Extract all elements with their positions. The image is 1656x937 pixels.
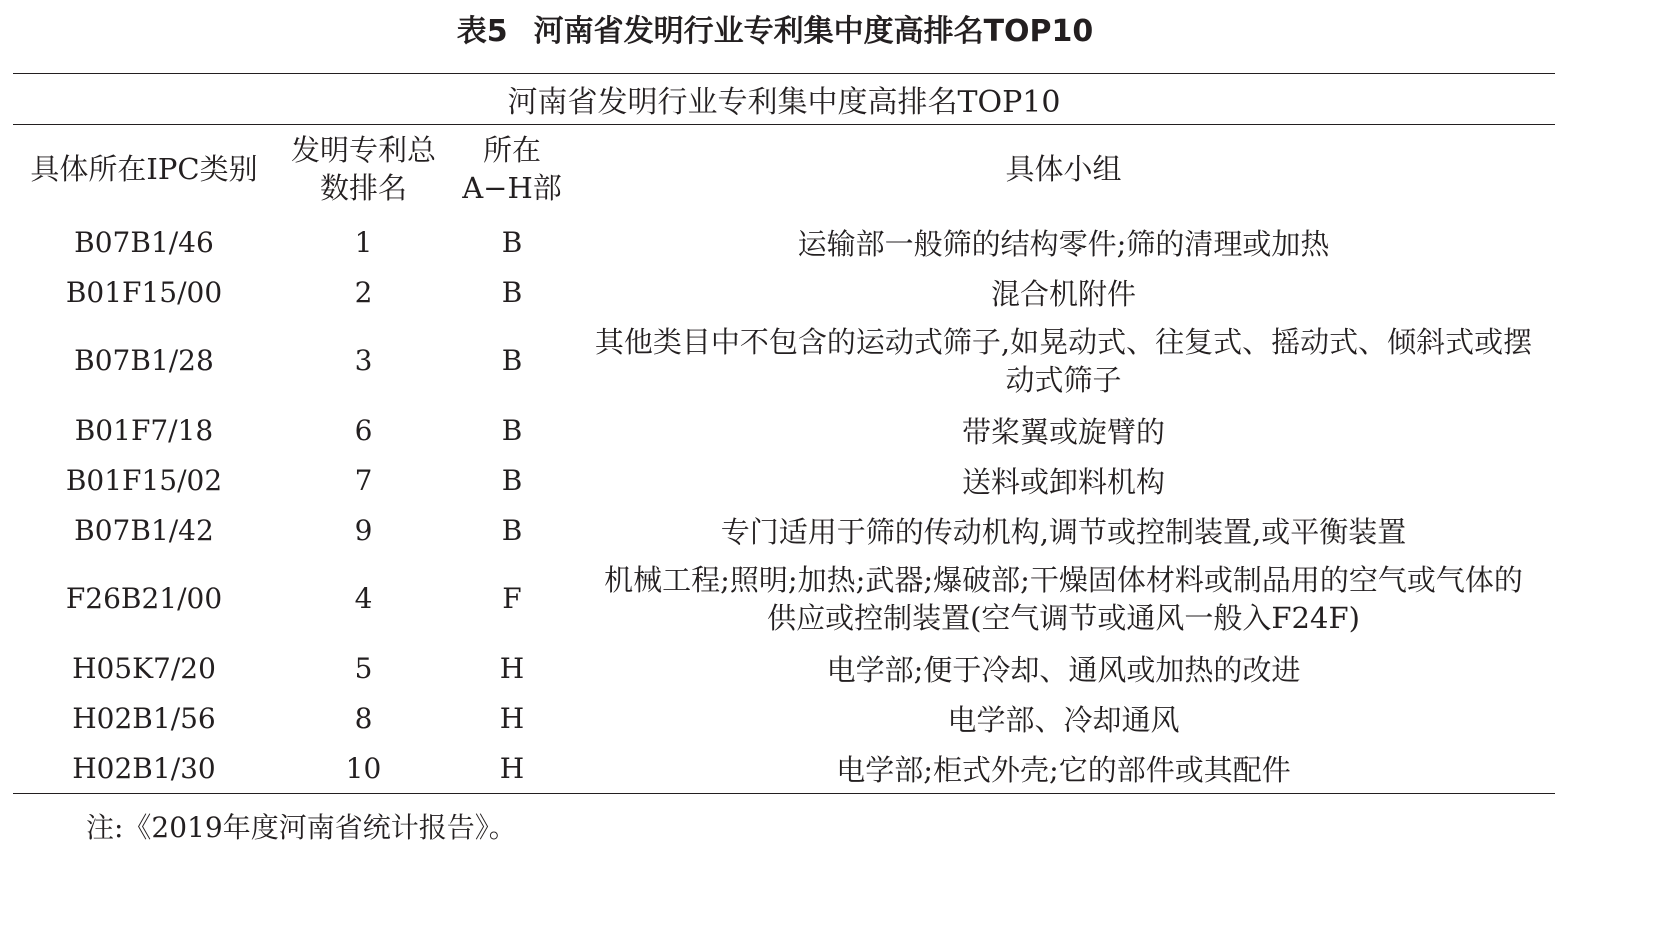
cell-ipc: H02B1/30 xyxy=(13,743,275,794)
cell-group: 运输部一般筛的结构零件;筛的清理或加热 xyxy=(797,226,1330,261)
cell-section: B xyxy=(501,275,523,309)
table-subtitle: 河南省发明行业专利集中度高排名TOP10 xyxy=(13,74,1555,125)
header-rank xyxy=(275,125,452,218)
cell-ipc: H05K7/20 xyxy=(72,651,216,685)
cell-group: 送料或卸料机构 xyxy=(961,464,1165,499)
source-note: 注:《2019年度河南省统计报告》。 xyxy=(86,811,517,844)
cell-section: B xyxy=(501,413,523,447)
table-body xyxy=(13,217,1555,794)
cell-ipc: B07B1/42 xyxy=(74,513,214,547)
table-subtitle-row xyxy=(13,74,1555,125)
table-row xyxy=(13,217,1555,267)
cell-group: 电学部;便于冷却、通风或加热的改进 xyxy=(826,652,1301,687)
header-row xyxy=(13,125,1555,218)
table-number: 表5 xyxy=(456,14,508,49)
cell-section: H xyxy=(499,651,525,685)
header-rank-line2: 数排名 xyxy=(319,171,407,205)
cell-rank: 2 xyxy=(354,275,373,309)
table-row xyxy=(13,405,1555,455)
table-row xyxy=(13,317,1555,405)
cell-group: 带桨翼或旋臂的 xyxy=(961,414,1165,449)
cell-ipc: B01F7/18 xyxy=(74,413,214,447)
cell-ipc: F26B21/00 xyxy=(65,582,223,615)
cell-section: H xyxy=(499,701,525,735)
header-group xyxy=(572,125,1555,218)
cell-ipc: B01F15/00 xyxy=(65,275,223,309)
header-section xyxy=(452,125,572,218)
cell-group: 混合机附件 xyxy=(990,276,1136,311)
cell-rank: 4 xyxy=(354,582,373,615)
cell-rank: 7 xyxy=(354,463,373,497)
patent-ranking-table xyxy=(13,73,1555,794)
table-row xyxy=(13,693,1555,743)
header-section-line2: A−H部 xyxy=(462,171,562,205)
table-row xyxy=(13,505,1555,555)
cell-rank: 10 xyxy=(275,743,452,794)
table-row xyxy=(13,643,1555,693)
cell-group: 机械工程;照明;加热;武器;爆破部;干燥固体材料或制品用的空气或气体的供应或控制装置(空气调节或通风一般入F24F) xyxy=(604,563,1523,635)
cell-group: 其他类目中不包含的运动式筛子,如晃动式、往复式、摇动式、倾斜式或摆动式筛子 xyxy=(594,325,1533,397)
patent-table-container xyxy=(13,73,1555,794)
cell-section: B xyxy=(501,225,523,259)
cell-rank: 3 xyxy=(354,344,373,377)
cell-rank: 5 xyxy=(354,651,373,685)
header-ipc xyxy=(13,125,275,218)
cell-section: H xyxy=(452,743,572,794)
cell-rank: 6 xyxy=(354,413,373,447)
cell-group: 电学部、冷却通风 xyxy=(947,702,1180,737)
cell-ipc: B07B1/28 xyxy=(74,344,214,377)
cell-section: F xyxy=(502,582,522,615)
cell-rank: 1 xyxy=(354,225,373,259)
header-rank-line1: 发明专利总 xyxy=(290,133,436,167)
cell-rank: 9 xyxy=(354,513,373,547)
cell-section: B xyxy=(501,463,523,497)
table-row xyxy=(13,455,1555,505)
cell-section: B xyxy=(501,344,523,377)
cell-group: 专门适用于筛的传动机构,调节或控制装置,或平衡装置 xyxy=(720,514,1407,549)
cell-ipc: H02B1/56 xyxy=(72,701,216,735)
table-row xyxy=(13,267,1555,317)
table-row xyxy=(13,743,1555,794)
cell-section: B xyxy=(501,513,523,547)
header-section-line1: 所在 xyxy=(482,133,541,167)
header-group-label: 具体小组 xyxy=(1005,152,1122,186)
table-row xyxy=(13,555,1555,643)
cell-rank: 8 xyxy=(354,701,373,735)
header-ipc-label: 具体所在IPC类别 xyxy=(30,152,258,186)
table-title: 河南省发明行业专利集中度高排名TOP10 xyxy=(533,14,1094,49)
cell-ipc: B07B1/46 xyxy=(74,225,214,259)
cell-group: 电学部;柜式外壳;它的部件或其配件 xyxy=(572,743,1555,794)
table-caption xyxy=(0,12,1550,52)
cell-ipc: B01F15/02 xyxy=(65,463,223,497)
